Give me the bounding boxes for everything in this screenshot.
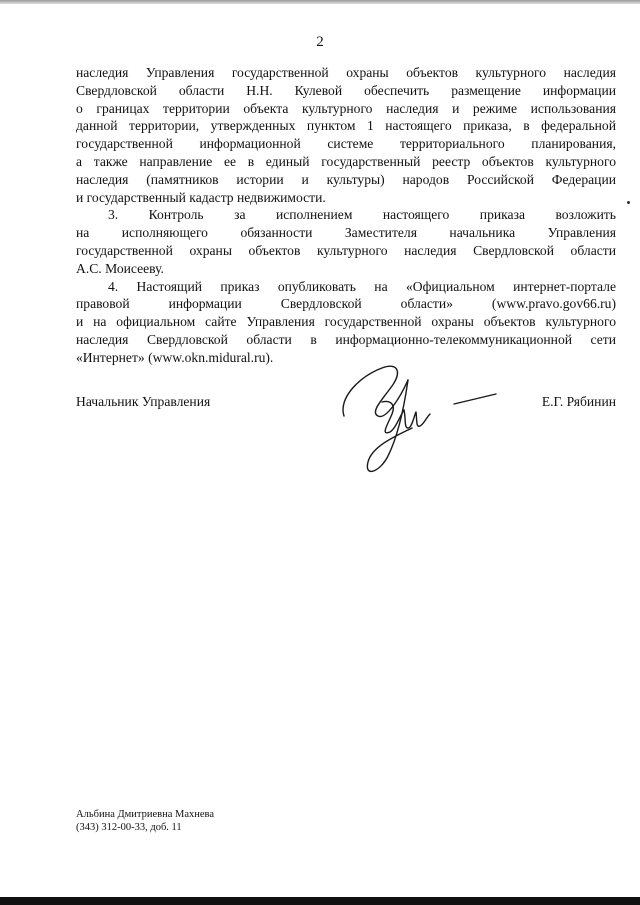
text-line: и на официальном сайте Управления государственной охраны объектов культурного — [76, 314, 616, 330]
executor-phone: (343) 312-00-33, доб. 11 — [76, 822, 182, 833]
signatory-name: Е.Г. Рябинин — [541, 394, 616, 409]
text-line: правовой информации Свердловской области» (www.pravo.gov66.ru) — [76, 296, 616, 312]
handwritten-signature — [330, 358, 500, 483]
text-line: 3. Контроль за исполнением настоящего приказа возложить — [108, 207, 616, 223]
text-line: о границах территории объекта культурного наследия и режиме использования — [76, 100, 616, 116]
page-number: 2 — [316, 34, 324, 50]
document-body — [76, 64, 616, 367]
text-line: 4. Настоящий приказ опубликовать на «Официальном интернет-портале — [108, 278, 616, 294]
text-line: а также направление ее в единый государственный реестр объектов культурного — [76, 153, 616, 169]
executor-info — [76, 808, 214, 834]
text-line: на исполняющего обязанности Заместителя начальника Управления — [76, 225, 616, 241]
text-line: наследия Управления государственной охраны объектов культурного наследия — [76, 65, 616, 80]
text-line: Свердловской области Н.Н. Кулевой обеспечить размещение информации — [76, 82, 616, 98]
text-line: наследия (памятников истории и культуры) народов Российской Федерации — [76, 171, 616, 187]
signatory-title: Начальник Управления — [76, 394, 211, 409]
paragraph-3 — [76, 206, 616, 277]
text-line: «Интернет» (www.okn.midural.ru). — [76, 349, 274, 365]
text-line: наследия Свердловской области в информационно-телекоммуникационной сети — [76, 331, 616, 347]
text-line: государственной информационной системе территориального планирования, — [76, 136, 616, 152]
text-line: и государственный кадастр недвижимости. — [76, 189, 326, 205]
scan-bottom-edge — [0, 897, 640, 905]
scan-top-edge — [0, 0, 640, 4]
text-line: данной территории, утвержденных пунктом 1 настоящего приказа, в федеральной — [76, 118, 616, 134]
executor-name: Альбина Дмитриевна Махнева — [76, 809, 215, 820]
paragraph-4 — [76, 278, 616, 367]
text-line: А.С. Моисееву. — [76, 260, 164, 276]
paragraph-2-continuation — [76, 64, 616, 206]
text-line: государственной охраны объектов культурного наследия Свердловской области — [76, 242, 616, 258]
scan-speck — [627, 201, 630, 204]
